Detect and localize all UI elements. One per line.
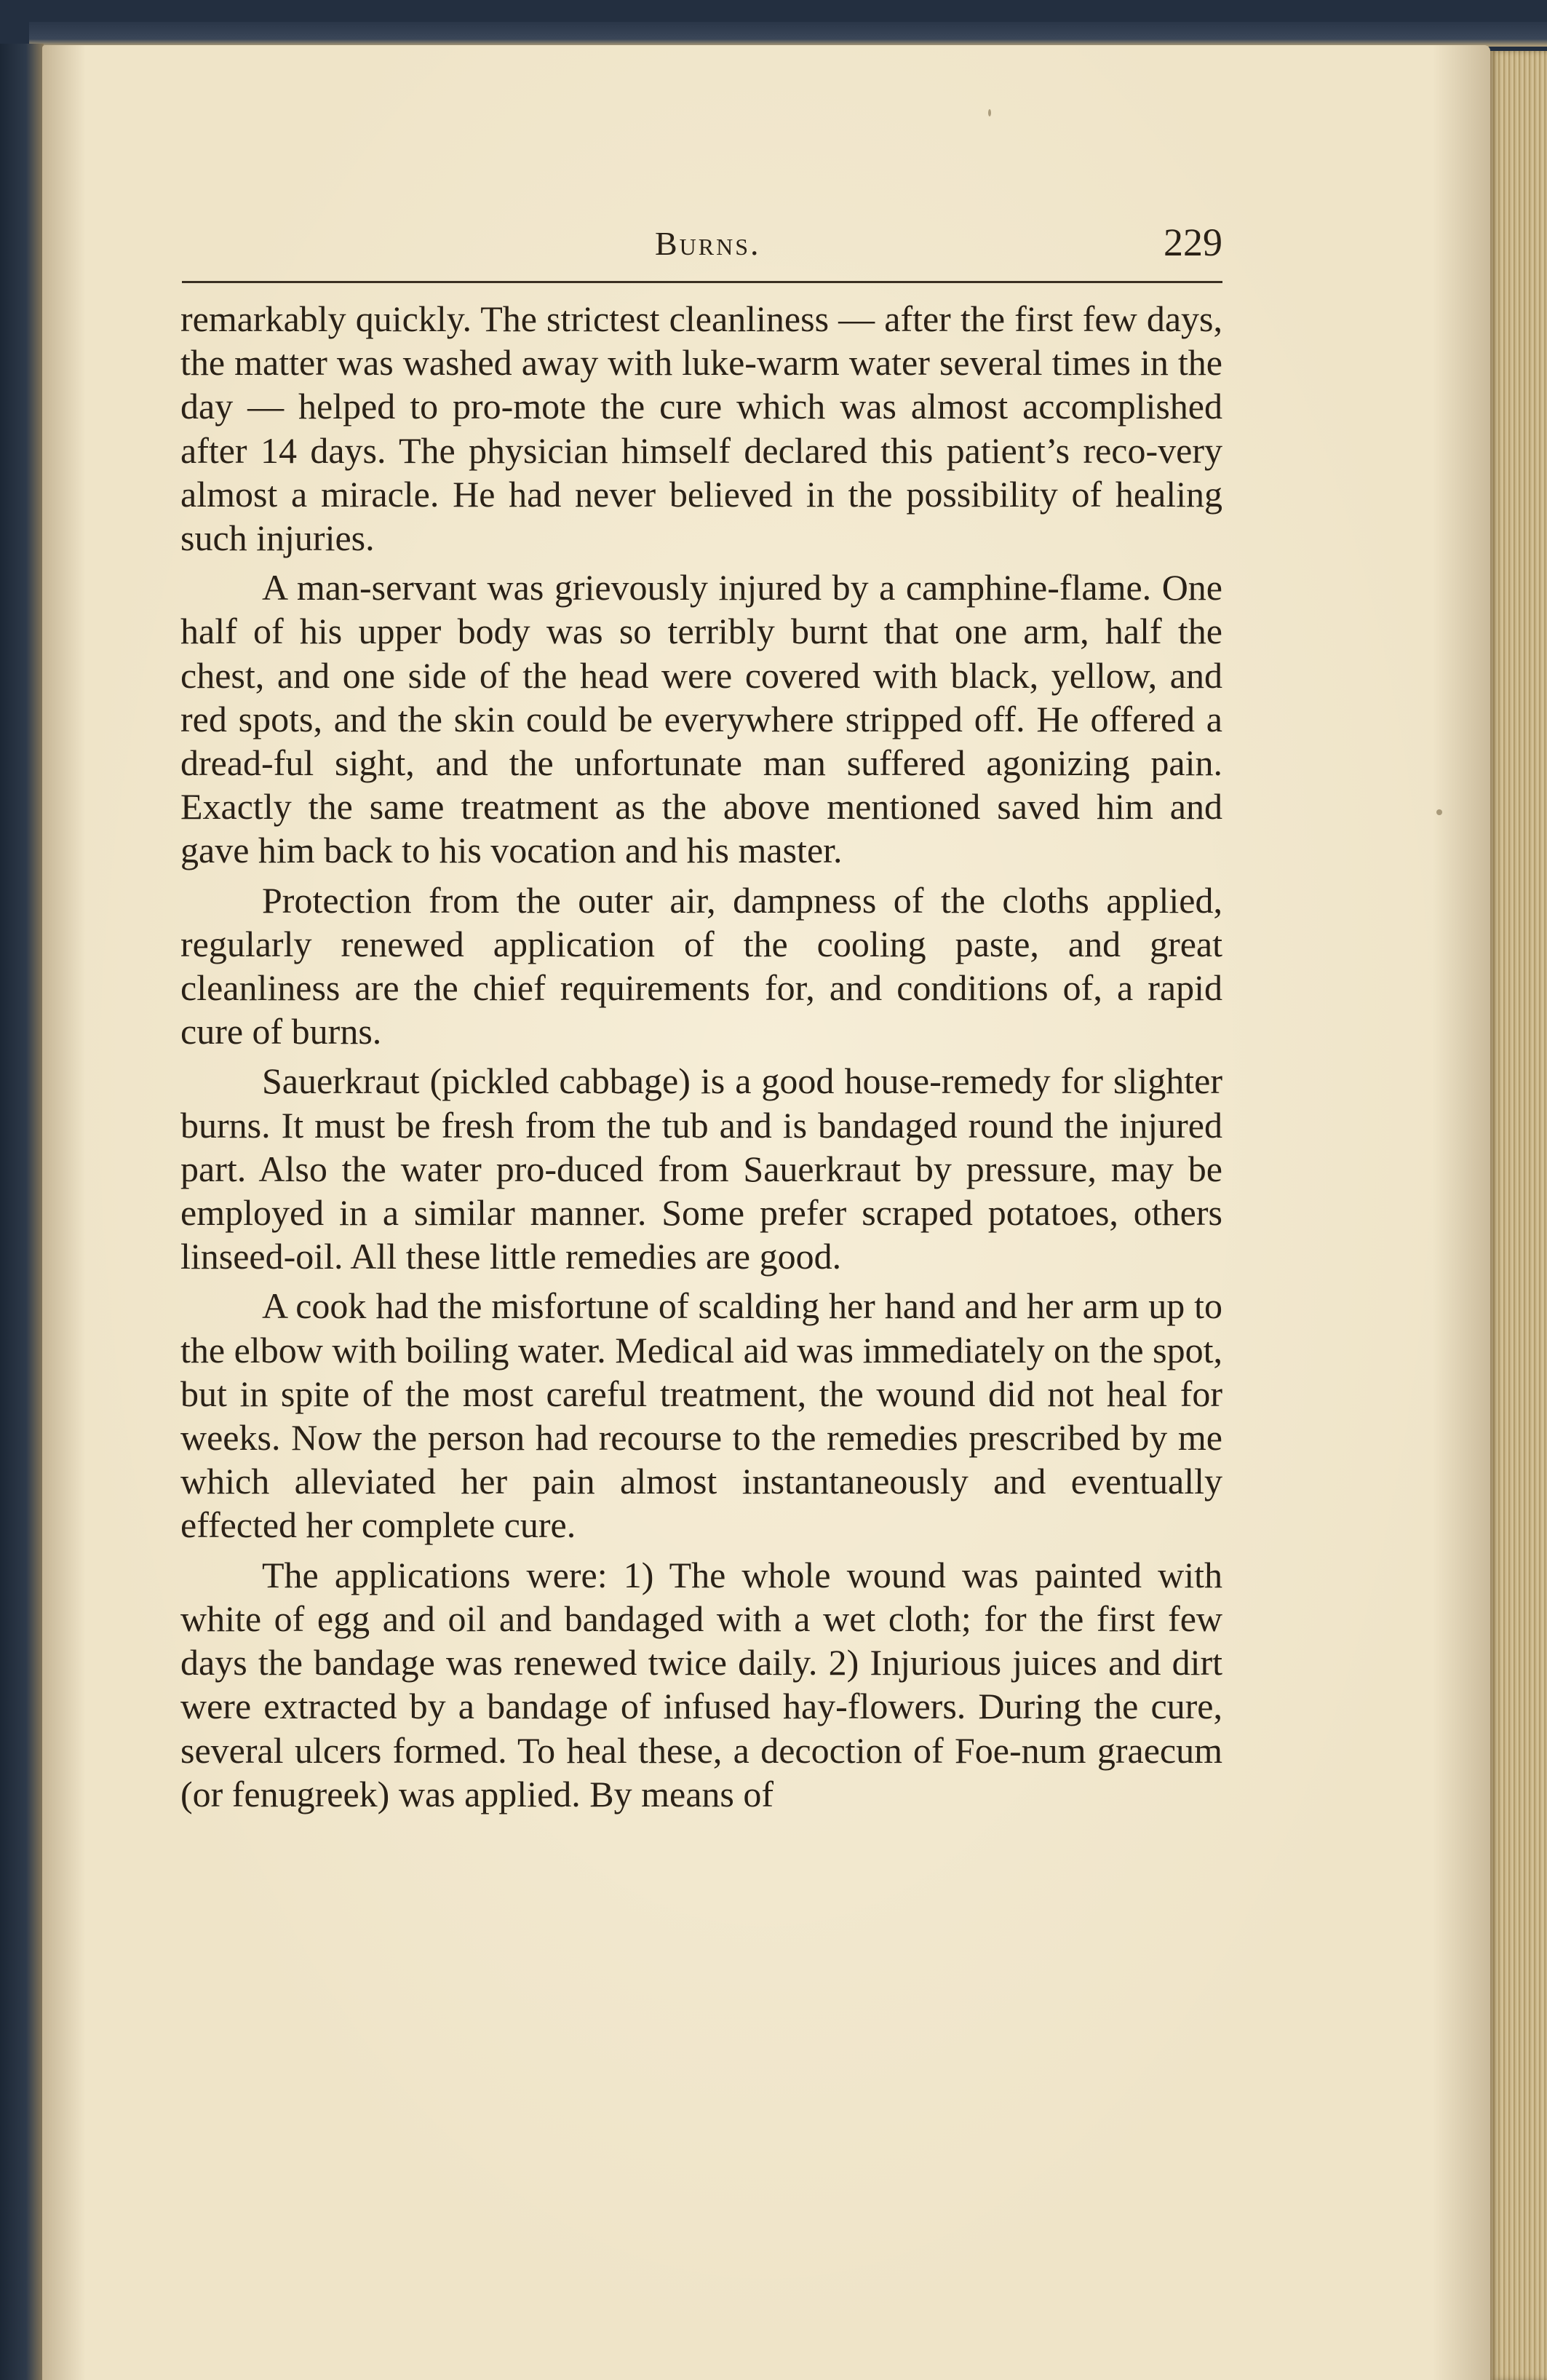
page-edges <box>1490 51 1547 2380</box>
running-header <box>182 218 1222 284</box>
header-rule <box>182 281 1222 283</box>
paragraph: Sauerkraut (pickled cabbage) is a good house-remedy for slighter burns. It must be fresh from the tub and is bandaged round the injured part. Also the water pro-duced from Sauerkraut by pressure, may be employed in a similar manner. Some prefer scraped potatoes, others linseed-oil. All these little remedies are good. <box>180 1060 1222 1277</box>
paragraph: remarkably quickly. The strictest cleanliness — after the first few days, the matter was washed away with luke-warm water several times in the day — helped to pro-mote the cure which was almost accomplished after 14 days. The physician himself declared this patient’s reco-very almost a miracle. He had never believed in the possibility of healing such injuries. <box>180 298 1222 559</box>
paper-speck <box>988 109 991 116</box>
book-spine <box>0 44 44 2380</box>
page-number: 229 <box>1164 221 1222 264</box>
body-text <box>180 297 1222 1822</box>
running-title: Burns. <box>655 225 761 262</box>
book-cover-top-edge <box>29 22 1547 47</box>
paragraph: A man-servant was grievously injured by a camphine-flame. One half of his upper body was so terribly burnt that one arm, half the chest, and one side of the head were covered with black, yellow, and red spots, and the skin could be everywhere stripped off. He offered a dread-ful sight, and the unfortunate man suffered agonizing pain. Exactly the same treatment as the above mentioned saved him and gave him back to his vocation and his master. <box>180 567 1222 871</box>
paper-speck <box>1436 809 1442 815</box>
paragraph: A cook had the misfortune of scalding her hand and her arm up to the elbow with boiling water. Medical aid was immediately on the spot, but in spite of the most careful treatment, the wound did not heal for weeks. Now the person had recourse to the remedies prescribed by me which alleviated her pain almost instantaneously and eventually effected her complete cure. <box>180 1285 1222 1546</box>
paragraph: Protection from the outer air, dampness of the cloths applied, regularly renewed application of the cooling paste, and great cleanliness are the chief requirements for, and conditions of, a rapid cure of burns. <box>180 879 1222 1052</box>
paragraph: The applications were: 1) The whole wound was painted with white of egg and oil and bandaged with a wet cloth; for the first few days the bandage was renewed twice daily. 2) Injurious juices and dirt were extracted by a bandage of infused hay-flowers. During the cure, several ulcers formed. To heal these, a decoction of Foe-num graecum (or fenugreek) was applied. By means of <box>180 1554 1222 1814</box>
